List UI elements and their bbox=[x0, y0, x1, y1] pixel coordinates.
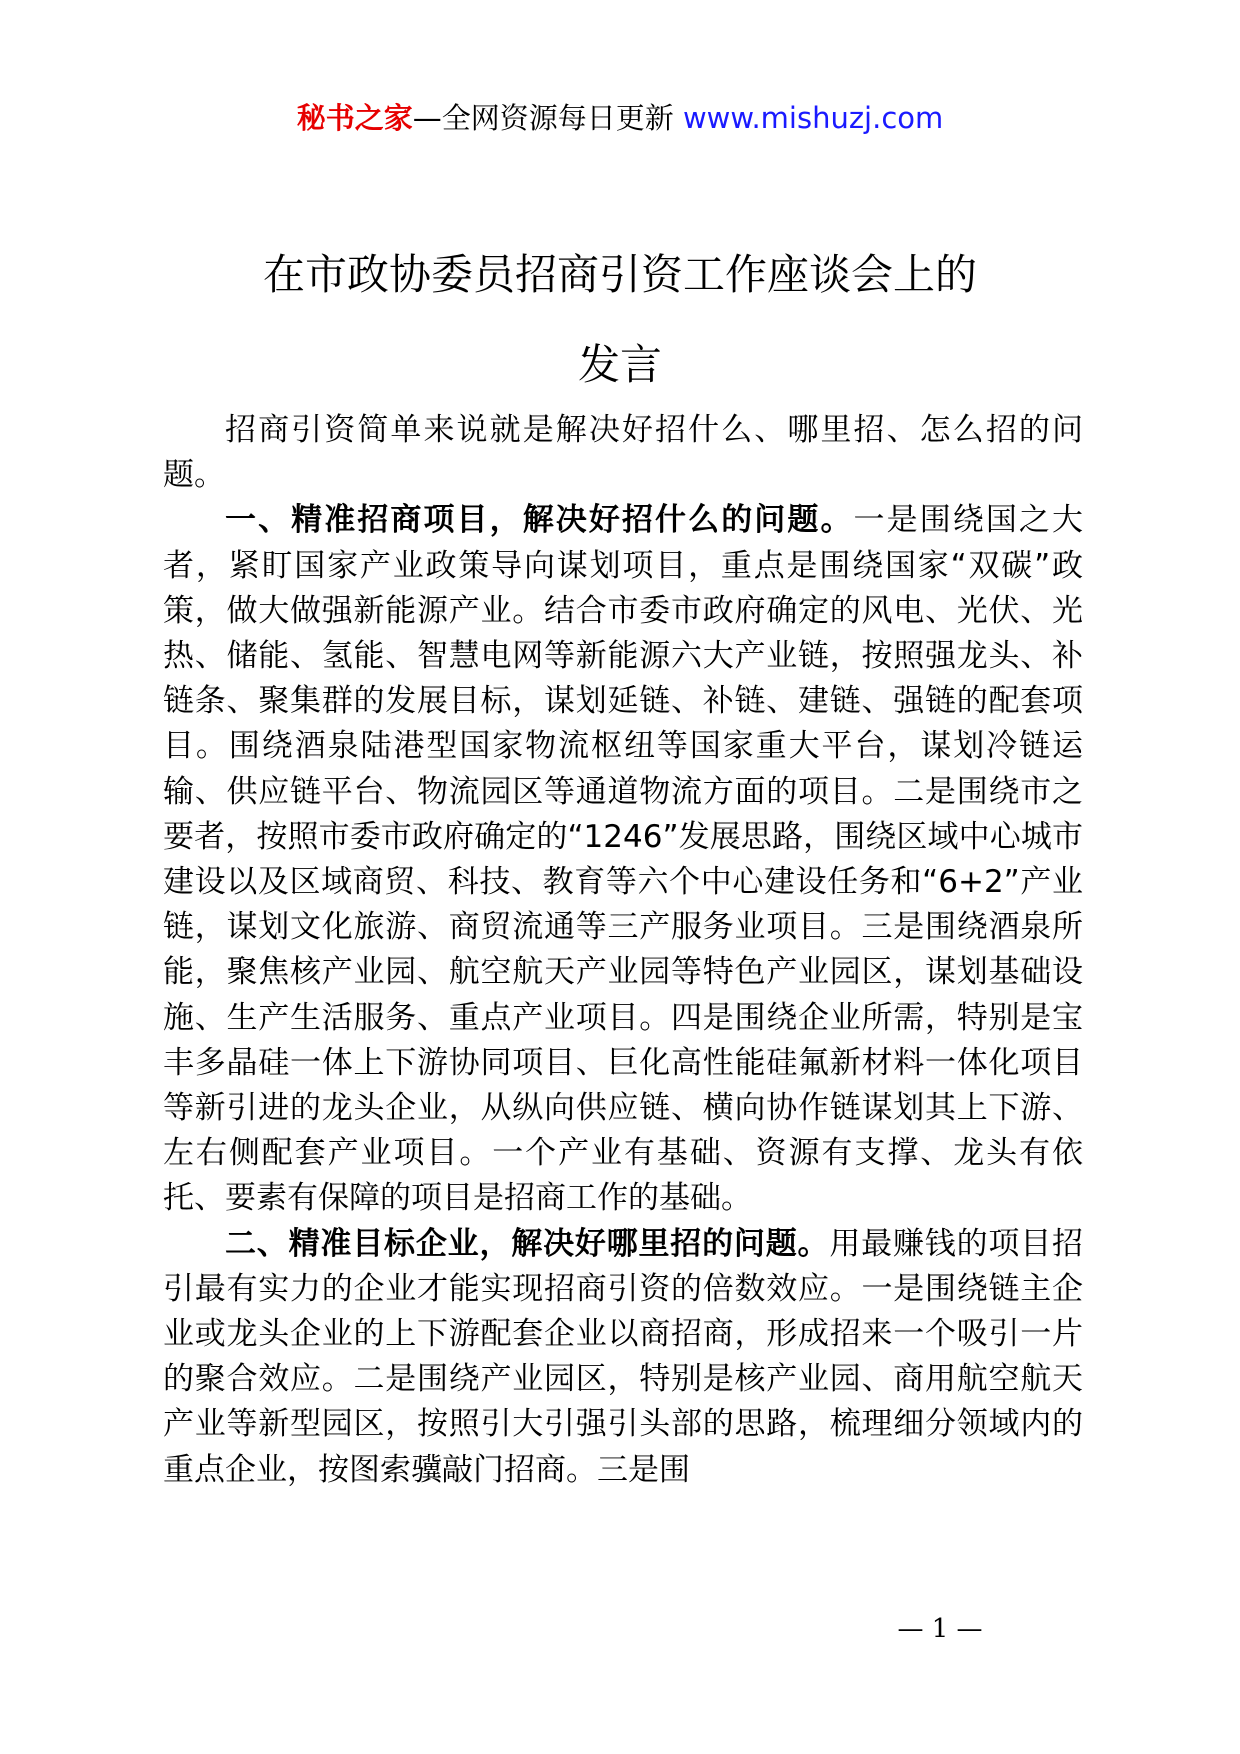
document-body bbox=[163, 408, 1083, 1493]
section-2-heading: 二、精准目标企业，解决好哪里招的问题。 bbox=[225, 1225, 830, 1262]
section-2-text: 用最赚钱的项目招引最有实力的企业才能实现招商引资的倍数效应。一是围绕链主企业或龙头企业的上下游配套企业以商招商，形成招来一个吸引一片的聚合效应。二是围绕产业园区，特别是核产业园、商用航空航天产业等新型园区，按照引大引强引头部的思路，梳理细分领域内的重点企业，按图索骥敲门招商。三是围 bbox=[163, 1225, 1084, 1488]
section-2-paragraph bbox=[163, 1222, 1083, 1493]
site-header bbox=[0, 98, 1240, 138]
site-brand: 秘书之家 bbox=[296, 101, 413, 135]
page-number: — 1 — bbox=[897, 1614, 983, 1644]
document-title-line-1: 在市政协委员招商引资工作座谈会上的 bbox=[262, 250, 977, 299]
site-tagline: —全网资源每日更新 bbox=[412, 101, 674, 135]
section-1-text: 一是围绕国之大者，紧盯国家产业政策导向谋划项目，重点是围绕国家“双碳”政策，做大做强新能源产业。结合市委市政府确定的风电、光伏、光热、储能、氢能、智慧电网等新能源六大产业链，按照强龙头、补链条、聚集群的发展目标，谋划延链、补链、建链、强链的配套项目。围绕酒泉陆港型国家物流枢纽等国家重大平台，谋划冷链运输、供应链平台、物流园区等通道物流方面的项目。二是围绕市之要者，按照市委市政府确定的“1246”发展思路，围绕区域中心城市建设以及区域商贸、科技、教育等六个中心建设任务和“6+2”产业链，谋划文化旅游、商贸流通等三产服务业项目。三是围绕酒泉所能，聚焦核产业园、航空航天产业园等特色产业园区，谋划基础设施、生产生活服务、重点产业项目。四是围绕企业所需，特别是宝丰多晶硅一体上下游协同项目、巨化高性能硅氟新材料一体化项目等新引进的龙头企业，从纵向供应链、横向协作链谋划其上下游、左右侧配套产业项目。一个产业有基础、资源有支撑、龙头有依托、要素有保障的项目是招商工作的基础。 bbox=[163, 502, 1084, 1217]
document-title-line-2: 发言 bbox=[577, 340, 662, 389]
section-1-paragraph bbox=[163, 498, 1083, 1221]
intro-paragraph: 招商引资简单来说就是解决好招什么、哪里招、怎么招的问题。 bbox=[163, 412, 1083, 494]
section-1-heading: 一、精准招商项目，解决好招什么的问题。 bbox=[225, 502, 854, 539]
site-url[interactable]: www.mishuzj.com bbox=[682, 101, 944, 135]
